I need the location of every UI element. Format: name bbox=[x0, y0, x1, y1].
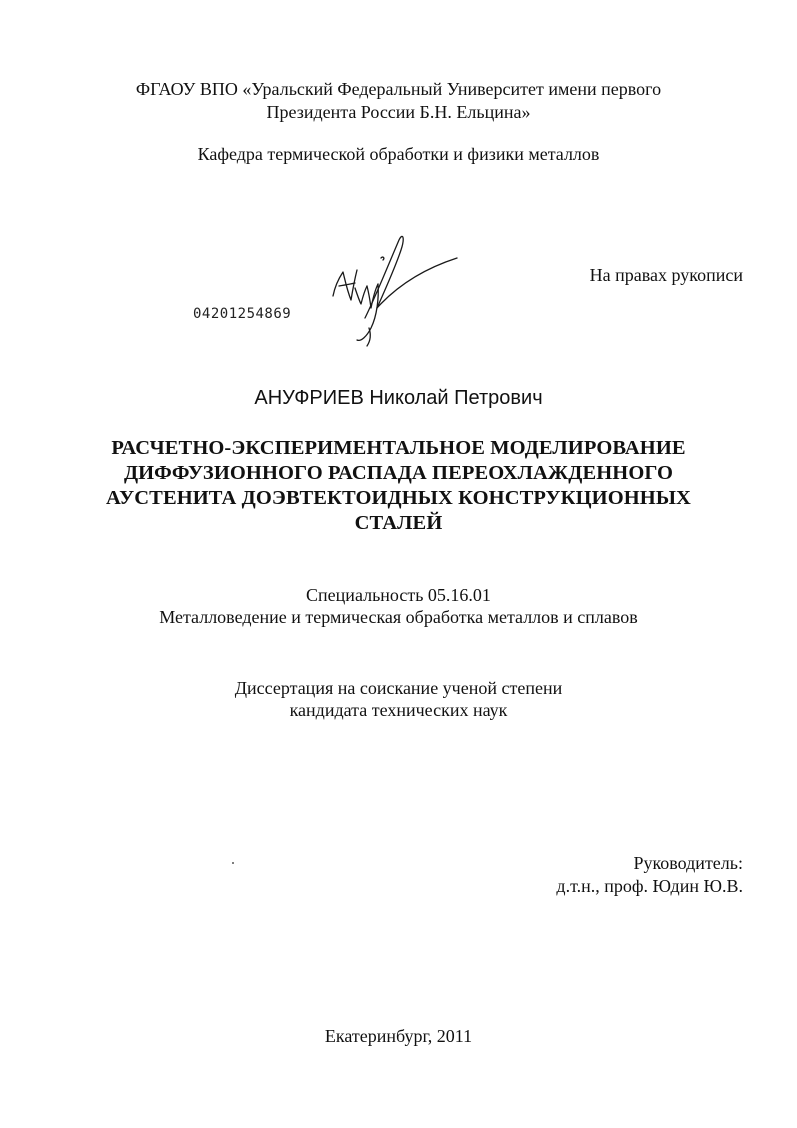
scan-speck bbox=[232, 862, 234, 864]
author-name: АНУФРИЕВ Николай Петрович bbox=[254, 387, 543, 409]
city-year: Екатеринбург, 2011 bbox=[324, 1026, 473, 1046]
stamp-number: 04201254869 bbox=[193, 306, 292, 322]
title-line: ДИФФУЗИОННОГО РАСПАДА ПЕРЕОХЛАЖДЕННОГО bbox=[123, 462, 674, 484]
title-line: СТАЛЕЙ bbox=[354, 512, 443, 534]
supervisor-label: Руководитель: bbox=[633, 853, 743, 873]
organization-line-1: ФГАОУ ВПО «Уральский Федеральный Университет имени первого bbox=[135, 79, 662, 99]
degree-line-2: кандидата технических наук bbox=[289, 700, 508, 720]
degree-line-1: Диссертация на соискание ученой степени bbox=[234, 678, 563, 698]
title-line: АУСТЕНИТА ДОЭВТЕКТОИДНЫХ КОНСТРУКЦИОННЫХ bbox=[106, 487, 691, 509]
manuscript-note: На правах рукописи bbox=[589, 265, 743, 285]
specialty-name: Металловедение и термическая обработка металлов и сплавов bbox=[159, 607, 638, 627]
supervisor-name: д.т.н., проф. Юдин Ю.В. bbox=[556, 876, 743, 896]
specialty-code: Специальность 05.16.01 bbox=[306, 585, 491, 605]
title-line: РАСЧЕТНО-ЭКСПЕРИМЕНТАЛЬНОЕ МОДЕЛИРОВАНИЕ bbox=[111, 437, 686, 459]
dissertation-title bbox=[90, 436, 707, 536]
signature-icon bbox=[325, 228, 465, 353]
organization-line-2: Президента России Б.Н. Ельцина» bbox=[266, 102, 531, 122]
department-name: Кафедра термической обработки и физики металлов bbox=[197, 144, 600, 164]
